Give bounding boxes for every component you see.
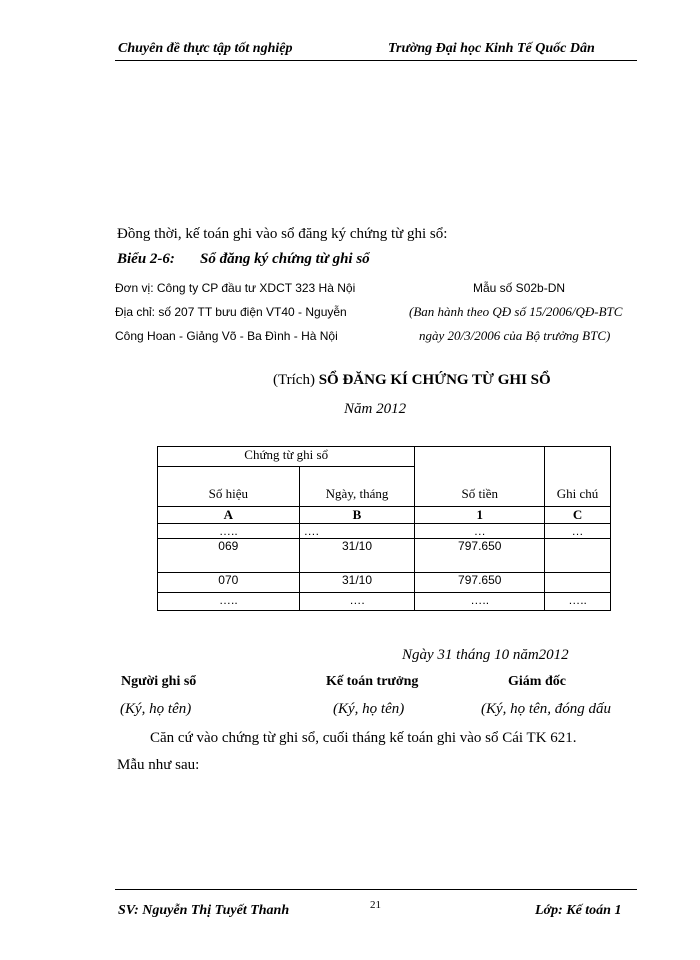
cell: 31/10: [299, 573, 415, 593]
register-title-line: [273, 372, 551, 389]
cell: 070: [158, 573, 300, 593]
company-address-line1: Địa chỉ: số 207 TT bưu điện VT40 - Nguyễn: [115, 305, 347, 319]
table-row: [158, 593, 611, 611]
cell: …..: [158, 593, 300, 611]
footer-rule: [115, 889, 637, 890]
signature-note-recorder: (Ký, họ tên): [120, 701, 192, 717]
cell: 797.650: [415, 573, 545, 593]
cell: 31/10: [299, 539, 415, 573]
col-header-date: Ngày, tháng: [299, 467, 415, 507]
cell: ….: [299, 524, 415, 539]
cell: …..: [545, 593, 611, 611]
header-rule: [115, 60, 637, 61]
signature-role-recorder: Người ghi sổ: [121, 674, 197, 689]
cell: …: [415, 524, 545, 539]
cell: 797.650: [415, 539, 545, 573]
register-year: Năm 2012: [344, 401, 407, 417]
cell: [545, 539, 611, 573]
exhibit-title: Sổ đăng ký chứng từ ghi sổ: [200, 251, 370, 267]
header-left: Chuyên đề thực tập tốt nghiệp: [118, 41, 293, 56]
intro-text: Đồng thời, kế toán ghi vào sổ đăng ký chứng từ ghi sổ:: [117, 226, 448, 242]
table-row: [158, 524, 611, 539]
table-row: [158, 539, 611, 573]
col-header-number: Số hiệu: [158, 467, 300, 507]
cell: …: [545, 524, 611, 539]
col-header-amount: Số tiền: [415, 447, 545, 507]
table-row: [158, 573, 611, 593]
register-prefix: (Trích): [273, 372, 315, 388]
closing-text-2: Mẫu như sau:: [117, 757, 200, 773]
signature-role-chief-accountant: Kế toán trưởng: [326, 674, 419, 689]
group-header: Chứng từ ghi sổ: [244, 447, 329, 462]
closing-text-1: Căn cứ vào chứng từ ghi sổ, cuối tháng kế toán ghi vào sổ Cái TK 621.: [150, 730, 577, 746]
header-right: Trường Đại học Kinh Tế Quốc Dân: [388, 41, 595, 56]
cell: [545, 573, 611, 593]
code-cell-c: C: [545, 507, 611, 524]
footer-page-number: 21: [370, 899, 381, 911]
cell: 069: [158, 539, 300, 573]
form-issued-line1: (Ban hành theo QĐ số 15/2006/QĐ-BTC: [409, 304, 623, 319]
cell: …..: [158, 524, 300, 539]
register-title: SỔ ĐĂNG KÍ CHỨNG TỪ GHI SỔ: [318, 372, 551, 388]
form-code: Mẫu số S02b-DN: [473, 281, 566, 295]
date-line: Ngày 31 tháng 10 năm2012: [402, 647, 569, 663]
cell: …..: [415, 593, 545, 611]
footer-student: SV: Nguyễn Thị Tuyết Thanh: [118, 903, 290, 918]
col-header-note: Ghi chú: [545, 447, 611, 507]
register-table: [157, 446, 611, 611]
code-cell-a: A: [158, 507, 300, 524]
footer-class: Lớp: Kế toán 1: [535, 903, 622, 918]
signature-note-chief-accountant: (Ký, họ tên): [333, 701, 405, 717]
cell: ….: [299, 593, 415, 611]
company-address-line2: Công Hoan - Giảng Võ - Ba Đình - Hà Nội: [115, 329, 338, 343]
signature-note-director: (Ký, họ tên, đóng dấu: [481, 701, 611, 717]
exhibit-label: Biểu 2-6:: [117, 251, 175, 267]
form-issued-line2: ngày 20/3/2006 của Bộ trưởng BTC): [419, 328, 611, 343]
group-header-cell: [158, 447, 415, 467]
code-cell-1: 1: [415, 507, 545, 524]
code-cell-b: B: [299, 507, 415, 524]
company-unit: Đơn vị: Công ty CP đầu tư XDCT 323 Hà Nội: [115, 281, 356, 295]
signature-role-director: Giám đốc: [508, 674, 566, 689]
